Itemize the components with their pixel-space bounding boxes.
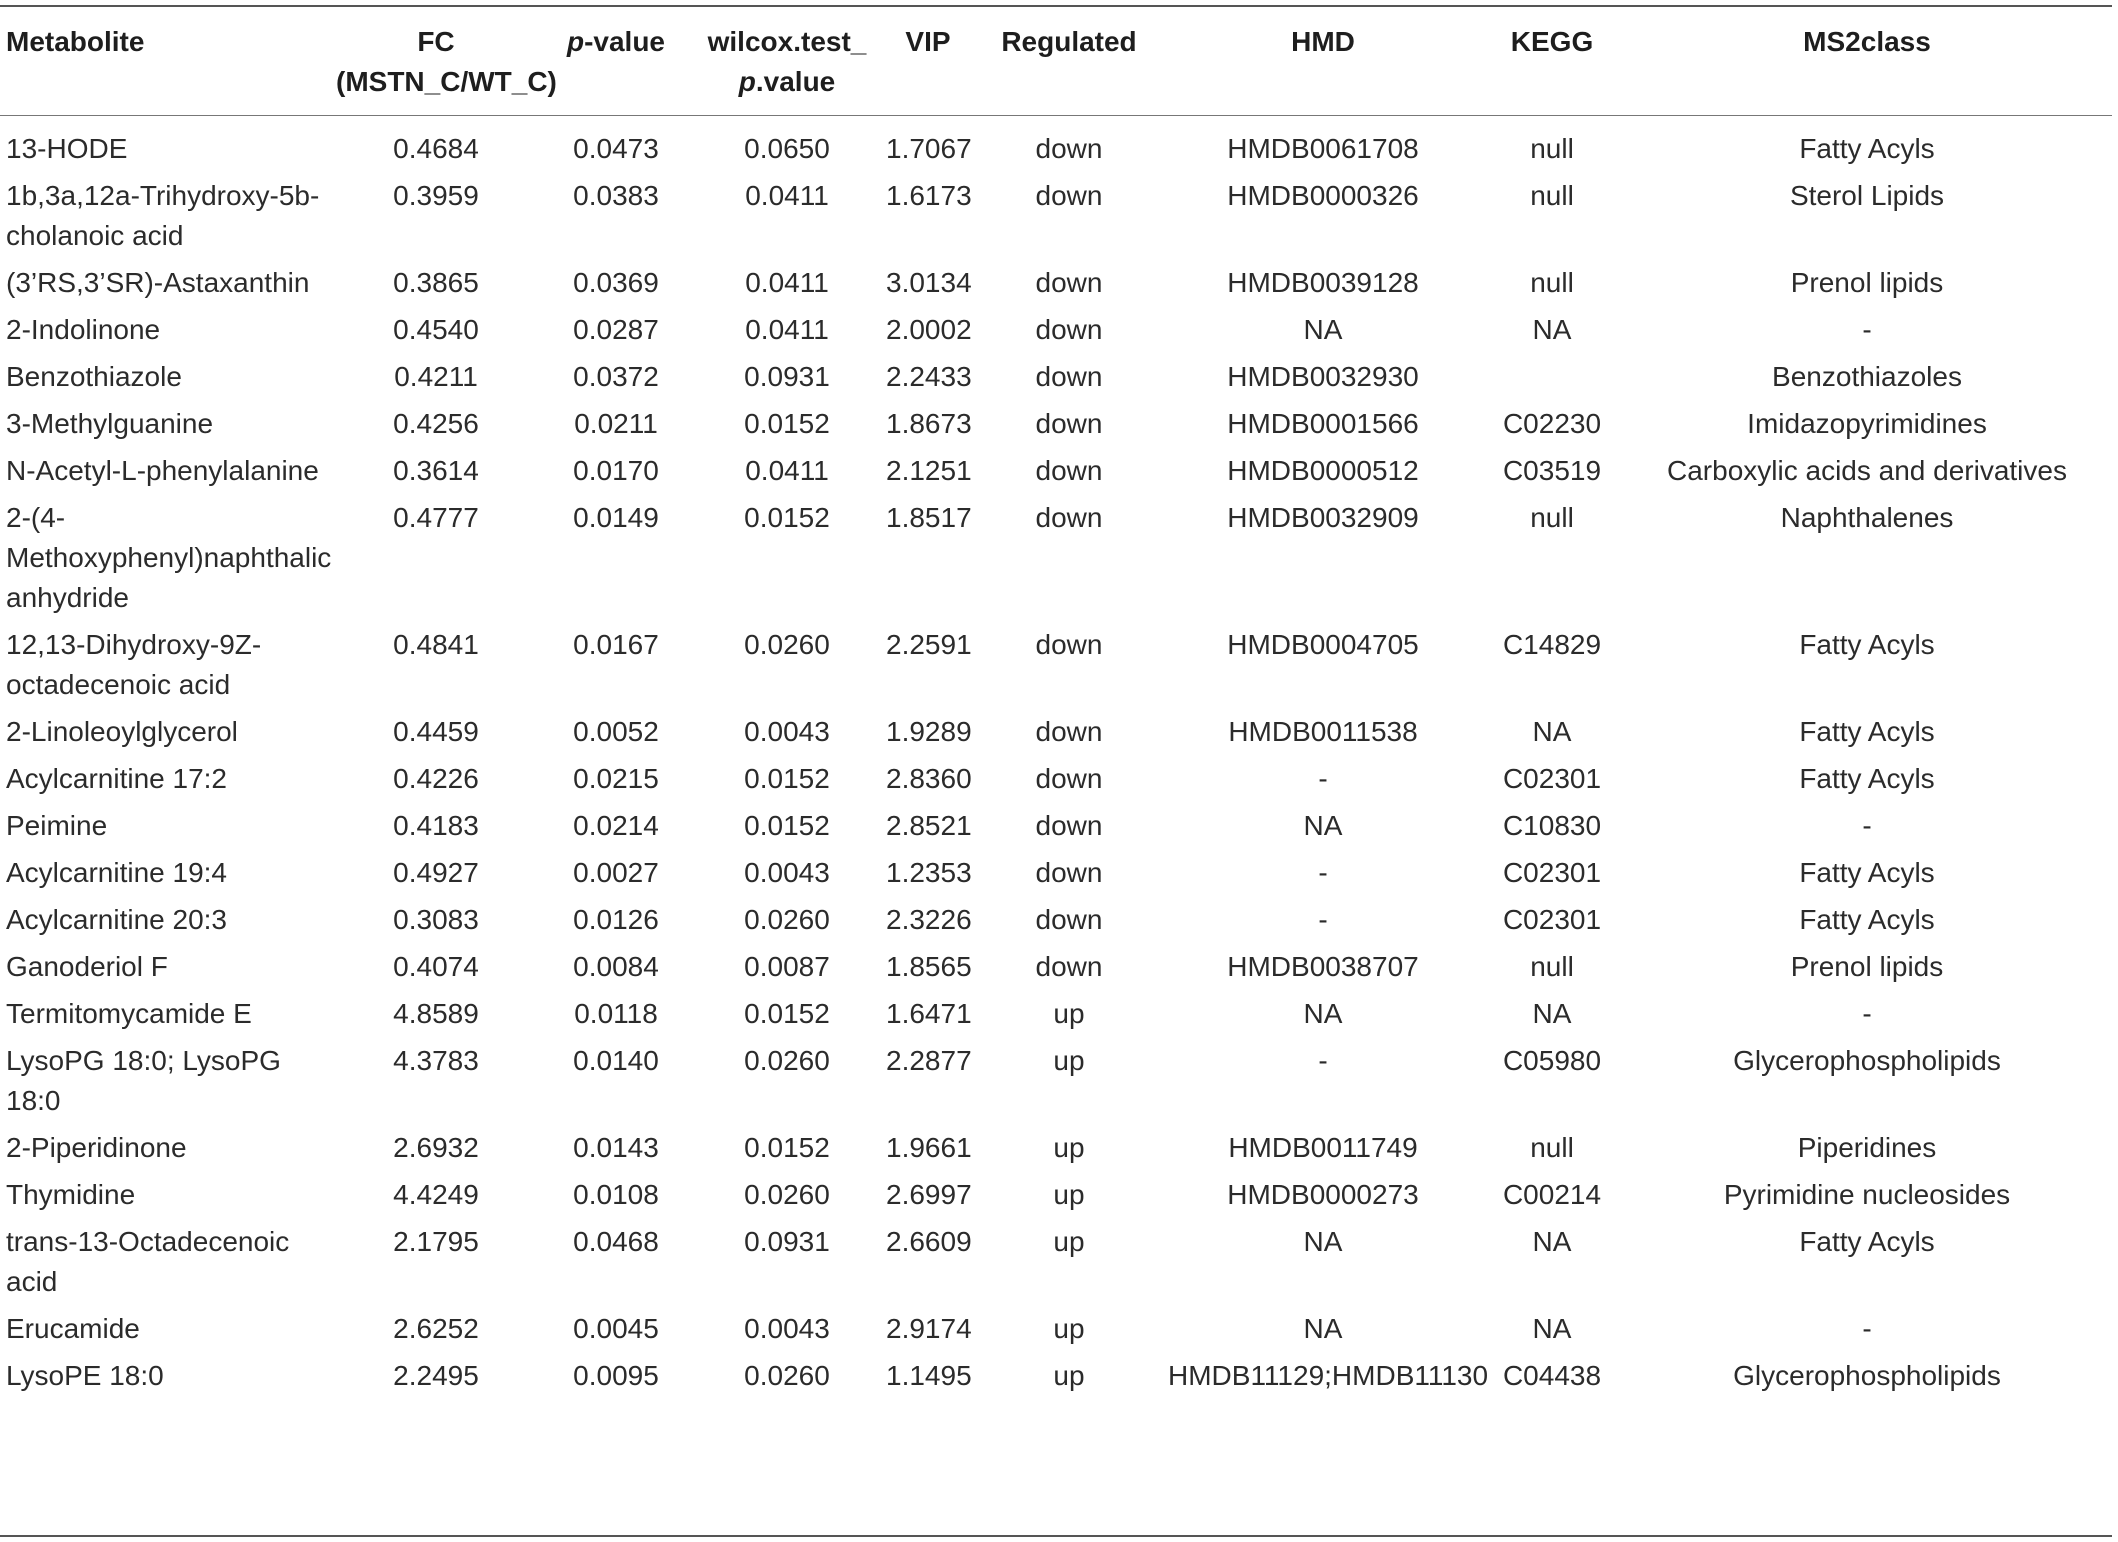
table-row bbox=[0, 759, 2112, 806]
cell-metabolite: Peimine bbox=[6, 810, 108, 841]
cell-regulated: down bbox=[1035, 951, 1103, 982]
cell-metabolite: Acylcarnitine 17:2 bbox=[6, 763, 228, 794]
table-row bbox=[0, 115, 2112, 176]
cell-vip: 1.6471 bbox=[886, 998, 972, 1029]
table-row bbox=[0, 1222, 2112, 1309]
cell-hmd: HMDB0004705 bbox=[1227, 629, 1419, 660]
cell-regulated: up bbox=[1053, 1045, 1085, 1076]
cell-ms2class: Carboxylic acids and derivatives bbox=[1667, 455, 2067, 486]
cell-pvalue: 0.0143 bbox=[573, 1132, 659, 1163]
cell-vip: 2.2433 bbox=[886, 361, 972, 392]
cell-pvalue: 0.0084 bbox=[573, 951, 659, 982]
cell-metabolite: LysoPG 18:0; LysoPG 18:0 bbox=[6, 1045, 281, 1116]
cell-metabolite: Acylcarnitine 20:3 bbox=[6, 904, 228, 935]
cell-metabolite: trans-13-Octadecenoic acid bbox=[6, 1226, 290, 1297]
cell-pvalue: 0.0468 bbox=[573, 1226, 659, 1257]
cell-vip: 1.9661 bbox=[886, 1132, 972, 1163]
cell-pvalue: 0.0215 bbox=[573, 763, 659, 794]
cell-ms2class: - bbox=[1862, 810, 1872, 841]
cell-fc: 2.6932 bbox=[393, 1132, 479, 1163]
cell-kegg: C02301 bbox=[1502, 857, 1602, 888]
cell-regulated: down bbox=[1035, 133, 1103, 164]
cell-regulated: down bbox=[1035, 763, 1103, 794]
cell-hmd: HMDB0000326 bbox=[1227, 180, 1419, 211]
cell-wilcox-pvalue: 0.0650 bbox=[744, 133, 830, 164]
header-vip: VIP bbox=[905, 26, 951, 57]
table-row bbox=[0, 498, 2112, 625]
header-fc-line2: (MSTN_C/WT_C) bbox=[336, 66, 557, 97]
cell-vip: 2.6997 bbox=[886, 1179, 972, 1210]
cell-ms2class: Fatty Acyls bbox=[1799, 763, 1935, 794]
cell-pvalue: 0.0473 bbox=[573, 133, 659, 164]
cell-fc: 0.4183 bbox=[393, 810, 479, 841]
cell-hmd: NA bbox=[1303, 998, 1343, 1029]
cell-kegg: C04438 bbox=[1502, 1360, 1602, 1391]
cell-hmd: HMDB0000512 bbox=[1227, 455, 1419, 486]
cell-regulated: up bbox=[1053, 1179, 1085, 1210]
cell-wilcox-pvalue: 0.0411 bbox=[745, 180, 829, 211]
cell-vip: 1.2353 bbox=[886, 857, 972, 888]
cell-hmd: NA bbox=[1303, 1226, 1343, 1257]
cell-kegg: null bbox=[1530, 502, 1574, 533]
cell-hmd: - bbox=[1318, 857, 1328, 888]
table-row bbox=[0, 1128, 2112, 1175]
cell-regulated: down bbox=[1035, 408, 1103, 439]
cell-vip: 2.9174 bbox=[886, 1313, 972, 1344]
cell-pvalue: 0.0027 bbox=[573, 857, 659, 888]
cell-kegg: null bbox=[1530, 1132, 1574, 1163]
cell-vip: 2.8360 bbox=[886, 763, 972, 794]
cell-kegg: null bbox=[1530, 133, 1574, 164]
header-pvalue bbox=[540, 12, 692, 115]
cell-wilcox-pvalue: 0.0260 bbox=[744, 1360, 830, 1391]
cell-regulated: up bbox=[1053, 1132, 1085, 1163]
cell-wilcox-pvalue: 0.0043 bbox=[744, 1313, 830, 1344]
cell-kegg: null bbox=[1530, 180, 1574, 211]
cell-ms2class: Fatty Acyls bbox=[1799, 133, 1935, 164]
cell-wilcox-pvalue: 0.0152 bbox=[744, 408, 830, 439]
header-metabolite: Metabolite bbox=[6, 26, 145, 57]
cell-regulated: down bbox=[1035, 502, 1103, 533]
table-row bbox=[0, 947, 2112, 994]
table-header-row bbox=[0, 12, 2112, 115]
cell-regulated: down bbox=[1035, 716, 1103, 747]
cell-vip: 1.8565 bbox=[886, 951, 972, 982]
cell-pvalue: 0.0211 bbox=[574, 408, 658, 439]
cell-wilcox-pvalue: 0.0260 bbox=[744, 904, 830, 935]
cell-regulated: down bbox=[1035, 361, 1103, 392]
cell-vip: 2.3226 bbox=[886, 904, 972, 935]
cell-ms2class: Glycerophospholipids bbox=[1733, 1045, 2001, 1076]
cell-regulated: down bbox=[1035, 857, 1103, 888]
table-row bbox=[0, 1041, 2112, 1128]
cell-fc: 0.4927 bbox=[393, 857, 479, 888]
cell-wilcox-pvalue: 0.0152 bbox=[744, 810, 830, 841]
cell-ms2class: Prenol lipids bbox=[1790, 267, 1944, 298]
cell-kegg: NA bbox=[1532, 716, 1572, 747]
cell-metabolite: (3’RS,3’SR)-Astaxanthin bbox=[6, 267, 310, 298]
header-ms2class: MS2class bbox=[1803, 26, 1931, 57]
cell-pvalue: 0.0126 bbox=[573, 904, 659, 935]
cell-vip: 3.0134 bbox=[886, 267, 972, 298]
cell-metabolite: Termitomycamide E bbox=[6, 998, 252, 1029]
cell-fc: 4.8589 bbox=[393, 998, 479, 1029]
cell-fc: 0.4684 bbox=[393, 133, 479, 164]
cell-hmd: - bbox=[1318, 1045, 1328, 1076]
cell-kegg: C14829 bbox=[1502, 629, 1602, 660]
cell-fc: 0.3865 bbox=[393, 267, 479, 298]
cell-ms2class: Benzothiazoles bbox=[1772, 361, 1962, 392]
cell-hmd: HMDB0001566 bbox=[1227, 408, 1419, 439]
cell-ms2class: Fatty Acyls bbox=[1799, 629, 1935, 660]
cell-hmd: HMDB0032930 bbox=[1227, 361, 1419, 392]
cell-ms2class: - bbox=[1862, 998, 1872, 1029]
cell-metabolite: Erucamide bbox=[6, 1313, 140, 1344]
cell-wilcox-pvalue: 0.0931 bbox=[744, 361, 830, 392]
cell-regulated: down bbox=[1035, 180, 1103, 211]
cell-ms2class: Fatty Acyls bbox=[1799, 1226, 1935, 1257]
cell-wilcox-pvalue: 0.0043 bbox=[744, 716, 830, 747]
cell-vip: 1.8673 bbox=[886, 408, 972, 439]
cell-vip: 2.0002 bbox=[886, 314, 972, 345]
cell-pvalue: 0.0108 bbox=[573, 1179, 659, 1210]
cell-hmd: HMDB0011749 bbox=[1228, 1132, 1418, 1163]
cell-regulated: up bbox=[1053, 1226, 1085, 1257]
cell-kegg: NA bbox=[1532, 998, 1572, 1029]
cell-hmd: - bbox=[1318, 763, 1328, 794]
header-regulated: Regulated bbox=[1001, 26, 1137, 57]
cell-wilcox-pvalue: 0.0043 bbox=[744, 857, 830, 888]
cell-fc: 2.6252 bbox=[393, 1313, 479, 1344]
header-wilcox bbox=[692, 12, 882, 115]
cell-hmd: HMDB0000273 bbox=[1227, 1179, 1419, 1210]
cell-wilcox-pvalue: 0.0152 bbox=[744, 1132, 830, 1163]
cell-metabolite: Ganoderiol F bbox=[6, 951, 168, 982]
header-pvalue-rest: -value bbox=[584, 26, 666, 57]
cell-kegg: C05980 bbox=[1502, 1045, 1602, 1076]
cell-ms2class: - bbox=[1862, 314, 1872, 345]
header-wilcox-line1: wilcox.test_ bbox=[707, 26, 867, 57]
table-bottom-rule bbox=[0, 1535, 2112, 1537]
cell-metabolite: Acylcarnitine 19:4 bbox=[6, 857, 228, 888]
header-fc bbox=[332, 12, 557, 115]
cell-hmd: HMDB0011538 bbox=[1228, 716, 1418, 747]
cell-fc: 0.4777 bbox=[393, 502, 479, 533]
cell-pvalue: 0.0140 bbox=[573, 1045, 659, 1076]
cell-wilcox-pvalue: 0.0260 bbox=[744, 1045, 830, 1076]
cell-hmd: HMDB0039128 bbox=[1227, 267, 1419, 298]
cell-regulated: down bbox=[1035, 629, 1103, 660]
cell-regulated: down bbox=[1035, 455, 1103, 486]
cell-kegg: C00214 bbox=[1502, 1179, 1602, 1210]
cell-pvalue: 0.0383 bbox=[573, 180, 659, 211]
cell-kegg: NA bbox=[1532, 1226, 1572, 1257]
cell-wilcox-pvalue: 0.0411 bbox=[745, 455, 829, 486]
metabolite-table bbox=[0, 12, 2112, 1403]
cell-ms2class: Glycerophospholipids bbox=[1733, 1360, 2001, 1391]
cell-vip: 2.8521 bbox=[886, 810, 972, 841]
cell-pvalue: 0.0170 bbox=[573, 455, 659, 486]
cell-metabolite: 1b,3a,12a-Trihydroxy-5b-cholanoic acid bbox=[6, 180, 320, 251]
cell-ms2class: Fatty Acyls bbox=[1799, 904, 1935, 935]
cell-metabolite: 3-Methylguanine bbox=[6, 408, 214, 439]
cell-kegg: NA bbox=[1532, 314, 1572, 345]
cell-metabolite: 2-Indolinone bbox=[6, 314, 161, 345]
cell-fc: 0.4211 bbox=[394, 361, 478, 392]
cell-pvalue: 0.0118 bbox=[574, 998, 658, 1029]
cell-pvalue: 0.0369 bbox=[573, 267, 659, 298]
cell-ms2class: Prenol lipids bbox=[1790, 951, 1944, 982]
cell-hmd: HMDB0061708 bbox=[1227, 133, 1419, 164]
table-row bbox=[0, 1309, 2112, 1356]
cell-kegg: NA bbox=[1532, 1313, 1572, 1344]
header-hmd: HMD bbox=[1291, 26, 1355, 57]
cell-metabolite: 2-Linoleoylglycerol bbox=[6, 716, 238, 747]
cell-regulated: down bbox=[1035, 904, 1103, 935]
cell-vip: 1.1495 bbox=[886, 1360, 972, 1391]
cell-pvalue: 0.0052 bbox=[573, 716, 659, 747]
table-row bbox=[0, 806, 2112, 853]
cell-pvalue: 0.0214 bbox=[573, 810, 659, 841]
cell-pvalue: 0.0287 bbox=[573, 314, 659, 345]
table-row bbox=[0, 712, 2112, 759]
cell-ms2class: Fatty Acyls bbox=[1799, 857, 1935, 888]
cell-ms2class: - bbox=[1862, 1313, 1872, 1344]
cell-wilcox-pvalue: 0.0087 bbox=[744, 951, 830, 982]
cell-vip: 2.6609 bbox=[886, 1226, 972, 1257]
cell-wilcox-pvalue: 0.0260 bbox=[744, 629, 830, 660]
table-row bbox=[0, 853, 2112, 900]
table-top-rule bbox=[0, 5, 2112, 7]
cell-kegg: null bbox=[1530, 267, 1574, 298]
cell-metabolite: Benzothiazole bbox=[6, 361, 182, 392]
cell-ms2class: Sterol Lipids bbox=[1789, 180, 1945, 211]
cell-wilcox-pvalue: 0.0152 bbox=[744, 763, 830, 794]
cell-hmd: NA bbox=[1303, 314, 1343, 345]
cell-fc: 0.4841 bbox=[393, 629, 479, 660]
table-body bbox=[0, 115, 2112, 1403]
cell-regulated: up bbox=[1053, 998, 1085, 1029]
cell-pvalue: 0.0095 bbox=[573, 1360, 659, 1391]
cell-vip: 1.9289 bbox=[886, 716, 972, 747]
cell-vip: 2.2591 bbox=[886, 629, 972, 660]
header-fc-line1: FC bbox=[417, 26, 455, 57]
cell-regulated: up bbox=[1053, 1360, 1085, 1391]
cell-wilcox-pvalue: 0.0152 bbox=[744, 998, 830, 1029]
table-row bbox=[0, 625, 2112, 712]
cell-regulated: down bbox=[1035, 314, 1103, 345]
cell-metabolite: LysoPE 18:0 bbox=[6, 1360, 164, 1391]
cell-ms2class: Pyrimidine nucleosides bbox=[1723, 1179, 2011, 1210]
cell-ms2class: Naphthalenes bbox=[1780, 502, 1954, 533]
cell-fc: 0.4256 bbox=[393, 408, 479, 439]
cell-wilcox-pvalue: 0.0411 bbox=[745, 314, 829, 345]
cell-vip: 2.2877 bbox=[886, 1045, 972, 1076]
table-row bbox=[0, 994, 2112, 1041]
cell-metabolite: 2-Piperidinone bbox=[6, 1132, 187, 1163]
cell-ms2class: Piperidines bbox=[1797, 1132, 1937, 1163]
cell-wilcox-pvalue: 0.0260 bbox=[744, 1179, 830, 1210]
cell-pvalue: 0.0149 bbox=[573, 502, 659, 533]
cell-hmd: HMDB0038707 bbox=[1227, 951, 1419, 982]
cell-metabolite: 13-HODE bbox=[6, 133, 128, 164]
cell-ms2class: Imidazopyrimidines bbox=[1747, 408, 1987, 439]
cell-vip: 2.1251 bbox=[886, 455, 972, 486]
cell-metabolite: Thymidine bbox=[6, 1179, 136, 1210]
cell-regulated: up bbox=[1053, 1313, 1085, 1344]
cell-hmd: NA bbox=[1303, 810, 1343, 841]
cell-hmd: HMDB11129;HMDB11130 bbox=[1168, 1360, 1489, 1391]
table-row bbox=[0, 1356, 2112, 1403]
cell-wilcox-pvalue: 0.0152 bbox=[744, 502, 830, 533]
cell-metabolite: 12,13-Dihydroxy-9Z-octadecenoic acid bbox=[6, 629, 262, 700]
cell-fc: 0.3959 bbox=[393, 180, 479, 211]
cell-metabolite: 2-(4-Methoxyphenyl)naphthalic anhydride bbox=[6, 502, 332, 613]
cell-ms2class: Fatty Acyls bbox=[1799, 716, 1935, 747]
header-wilcox-italic: p bbox=[738, 66, 756, 97]
cell-fc: 0.4226 bbox=[393, 763, 479, 794]
cell-fc: 0.3083 bbox=[393, 904, 479, 935]
cell-pvalue: 0.0167 bbox=[573, 629, 659, 660]
cell-hmd: HMDB0032909 bbox=[1227, 502, 1419, 533]
cell-regulated: down bbox=[1035, 810, 1103, 841]
cell-metabolite: N-Acetyl-L-phenylalanine bbox=[6, 455, 319, 486]
table-row bbox=[0, 451, 2112, 498]
table-row bbox=[0, 900, 2112, 947]
header-kegg: KEGG bbox=[1510, 26, 1594, 57]
cell-regulated: down bbox=[1035, 267, 1103, 298]
table-row bbox=[0, 176, 2112, 263]
cell-fc: 0.4459 bbox=[393, 716, 479, 747]
cell-fc: 0.4540 bbox=[393, 314, 479, 345]
cell-vip: 1.6173 bbox=[886, 180, 972, 211]
table-row bbox=[0, 1175, 2112, 1222]
cell-wilcox-pvalue: 0.0931 bbox=[744, 1226, 830, 1257]
cell-fc: 4.4249 bbox=[393, 1179, 479, 1210]
cell-kegg: C02301 bbox=[1502, 763, 1602, 794]
cell-fc: 2.2495 bbox=[393, 1360, 479, 1391]
cell-vip: 1.7067 bbox=[886, 133, 972, 164]
cell-kegg: null bbox=[1530, 951, 1574, 982]
table-row bbox=[0, 357, 2112, 404]
cell-kegg: C10830 bbox=[1502, 810, 1602, 841]
header-wilcox-rest: .value bbox=[755, 66, 836, 97]
cell-hmd: - bbox=[1318, 904, 1328, 935]
cell-kegg: C02301 bbox=[1502, 904, 1602, 935]
header-pvalue-italic: p bbox=[566, 26, 585, 57]
cell-fc: 0.3614 bbox=[393, 455, 479, 486]
cell-pvalue: 0.0372 bbox=[573, 361, 659, 392]
table-row bbox=[0, 310, 2112, 357]
cell-kegg bbox=[1482, 357, 1622, 404]
cell-kegg: C03519 bbox=[1502, 455, 1602, 486]
cell-fc: 0.4074 bbox=[393, 951, 479, 982]
cell-hmd: NA bbox=[1303, 1313, 1343, 1344]
cell-fc: 2.1795 bbox=[393, 1226, 479, 1257]
cell-fc: 4.3783 bbox=[393, 1045, 479, 1076]
table-row bbox=[0, 263, 2112, 310]
cell-pvalue: 0.0045 bbox=[573, 1313, 659, 1344]
cell-wilcox-pvalue: 0.0411 bbox=[745, 267, 829, 298]
cell-vip: 1.8517 bbox=[886, 502, 972, 533]
table-row bbox=[0, 404, 2112, 451]
cell-kegg: C02230 bbox=[1502, 408, 1602, 439]
